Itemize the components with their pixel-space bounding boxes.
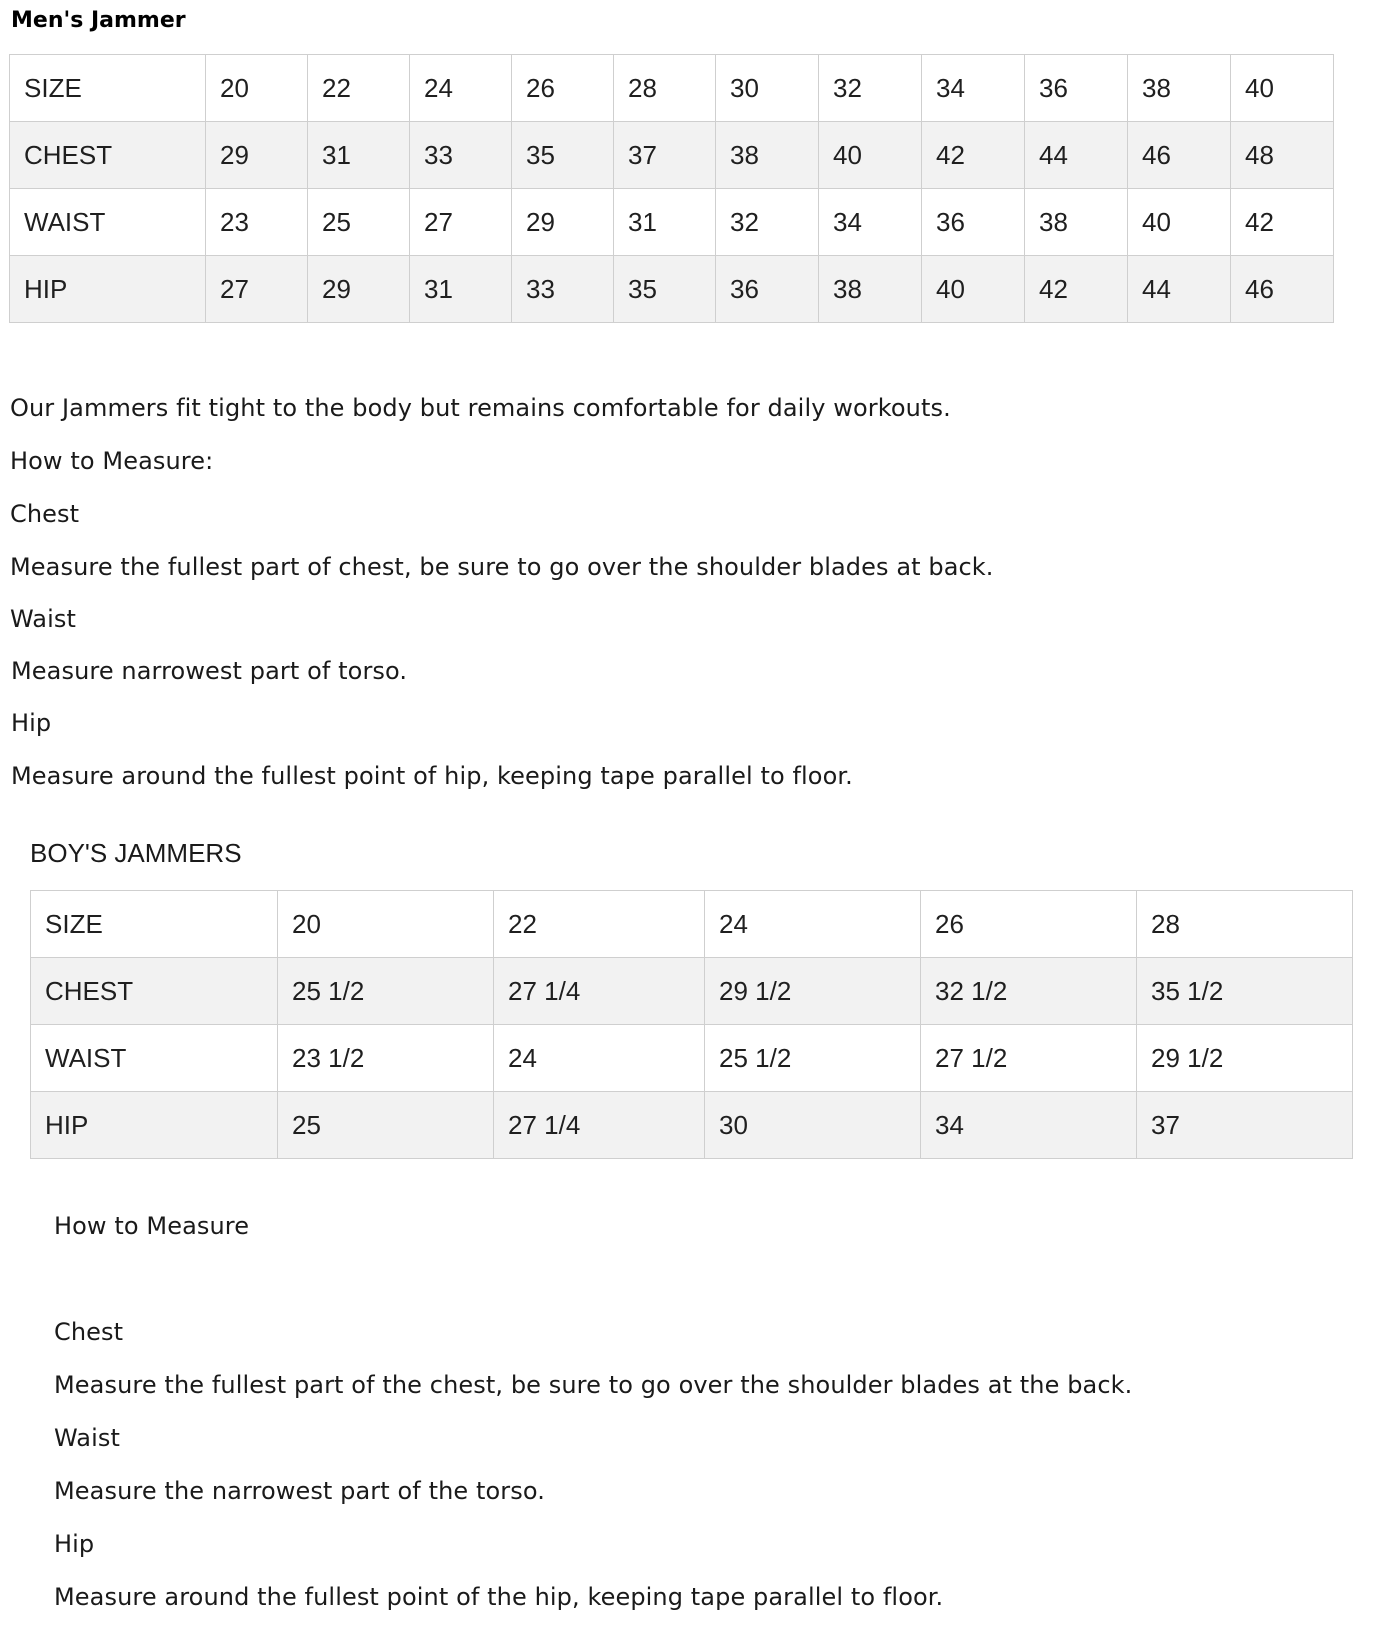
table-row xyxy=(10,189,1334,256)
table-cell: 25 1/2 xyxy=(705,1025,921,1092)
row-label-cell: WAIST xyxy=(10,189,206,256)
table-cell: 24 xyxy=(410,55,512,122)
table-cell: 37 xyxy=(614,122,716,189)
mens-hip-label: Hip xyxy=(11,709,52,737)
mens-how-to-heading: How to Measure: xyxy=(10,447,214,475)
mens-hip-instructions: Measure around the fullest point of hip, keeping tape parallel to floor. xyxy=(11,762,853,790)
table-cell: 27 1/2 xyxy=(921,1025,1137,1092)
table-cell: 34 xyxy=(922,55,1025,122)
boys-how-to-heading: How to Measure xyxy=(54,1212,250,1240)
row-label-cell: CHEST xyxy=(10,122,206,189)
table-cell: 26 xyxy=(512,55,614,122)
table-cell: 23 xyxy=(206,189,308,256)
table-row xyxy=(10,256,1334,323)
table-cell: 29 1/2 xyxy=(705,958,921,1025)
table-cell: 44 xyxy=(1128,256,1231,323)
table-cell: 32 1/2 xyxy=(921,958,1137,1025)
table-cell: 31 xyxy=(308,122,410,189)
table-cell: 42 xyxy=(1231,189,1334,256)
table-row xyxy=(10,55,1334,122)
row-label-cell: HIP xyxy=(31,1092,278,1159)
table-cell: 29 xyxy=(308,256,410,323)
table-cell: 42 xyxy=(1025,256,1128,323)
row-label-cell: CHEST xyxy=(31,958,278,1025)
table-cell: 27 1/4 xyxy=(494,1092,705,1159)
mens-waist-instructions: Measure narrowest part of torso. xyxy=(11,657,408,685)
table-cell: 20 xyxy=(206,55,308,122)
mens-fit-note: Our Jammers fit tight to the body but remains comfortable for daily workouts. xyxy=(10,394,951,422)
table-cell: 23 1/2 xyxy=(278,1025,494,1092)
boys-size-table xyxy=(30,890,1353,1159)
table-cell: 28 xyxy=(614,55,716,122)
boys-waist-instructions: Measure the narrowest part of the torso. xyxy=(54,1477,545,1505)
table-cell: 40 xyxy=(1128,189,1231,256)
table-cell: 34 xyxy=(819,189,922,256)
row-label-cell: HIP xyxy=(10,256,206,323)
table-cell: 33 xyxy=(410,122,512,189)
table-cell: 36 xyxy=(922,189,1025,256)
boys-chest-instructions: Measure the fullest part of the chest, be sure to go over the shoulder blades at the back. xyxy=(54,1371,1133,1399)
table-cell: 38 xyxy=(716,122,819,189)
table-cell: 22 xyxy=(308,55,410,122)
table-row xyxy=(31,958,1353,1025)
boys-chart-title: BOY'S JAMMERS xyxy=(30,838,242,868)
row-label-cell: SIZE xyxy=(10,55,206,122)
table-cell: 35 xyxy=(614,256,716,323)
table-cell: 40 xyxy=(819,122,922,189)
table-cell: 35 xyxy=(512,122,614,189)
mens-chart-title: Men's Jammer xyxy=(11,8,186,33)
table-cell: 38 xyxy=(1128,55,1231,122)
table-cell: 31 xyxy=(410,256,512,323)
mens-chest-instructions: Measure the fullest part of chest, be sure to go over the shoulder blades at back. xyxy=(10,553,994,581)
table-cell: 24 xyxy=(494,1025,705,1092)
mens-chest-label: Chest xyxy=(10,500,80,528)
table-row xyxy=(31,1025,1353,1092)
table-cell: 29 1/2 xyxy=(1137,1025,1353,1092)
table-cell: 26 xyxy=(921,891,1137,958)
table-cell: 48 xyxy=(1231,122,1334,189)
table-cell: 30 xyxy=(716,55,819,122)
row-label-cell: WAIST xyxy=(31,1025,278,1092)
table-cell: 22 xyxy=(494,891,705,958)
table-cell: 30 xyxy=(705,1092,921,1159)
table-cell: 46 xyxy=(1128,122,1231,189)
mens-waist-label: Waist xyxy=(10,605,76,633)
table-cell: 34 xyxy=(921,1092,1137,1159)
table-row xyxy=(10,122,1334,189)
table-cell: 35 1/2 xyxy=(1137,958,1353,1025)
table-cell: 42 xyxy=(922,122,1025,189)
table-cell: 44 xyxy=(1025,122,1128,189)
table-cell: 24 xyxy=(705,891,921,958)
row-label-cell: SIZE xyxy=(31,891,278,958)
table-cell: 29 xyxy=(512,189,614,256)
table-cell: 40 xyxy=(922,256,1025,323)
table-cell: 25 xyxy=(278,1092,494,1159)
table-cell: 25 xyxy=(308,189,410,256)
table-row xyxy=(31,1092,1353,1159)
table-cell: 36 xyxy=(716,256,819,323)
table-cell: 29 xyxy=(206,122,308,189)
table-cell: 40 xyxy=(1231,55,1334,122)
table-cell: 28 xyxy=(1137,891,1353,958)
boys-hip-instructions: Measure around the fullest point of the hip, keeping tape parallel to floor. xyxy=(54,1583,944,1611)
table-cell: 25 1/2 xyxy=(278,958,494,1025)
table-cell: 32 xyxy=(819,55,922,122)
table-cell: 32 xyxy=(716,189,819,256)
table-cell: 38 xyxy=(819,256,922,323)
table-cell: 36 xyxy=(1025,55,1128,122)
boys-hip-label: Hip xyxy=(54,1530,95,1558)
mens-size-table xyxy=(9,54,1334,323)
table-cell: 38 xyxy=(1025,189,1128,256)
table-cell: 33 xyxy=(512,256,614,323)
table-cell: 27 xyxy=(206,256,308,323)
boys-waist-label: Waist xyxy=(54,1424,120,1452)
table-cell: 46 xyxy=(1231,256,1334,323)
table-row xyxy=(31,891,1353,958)
table-cell: 20 xyxy=(278,891,494,958)
table-cell: 31 xyxy=(614,189,716,256)
table-cell: 37 xyxy=(1137,1092,1353,1159)
table-cell: 27 1/4 xyxy=(494,958,705,1025)
boys-chest-label: Chest xyxy=(54,1318,124,1346)
table-cell: 27 xyxy=(410,189,512,256)
